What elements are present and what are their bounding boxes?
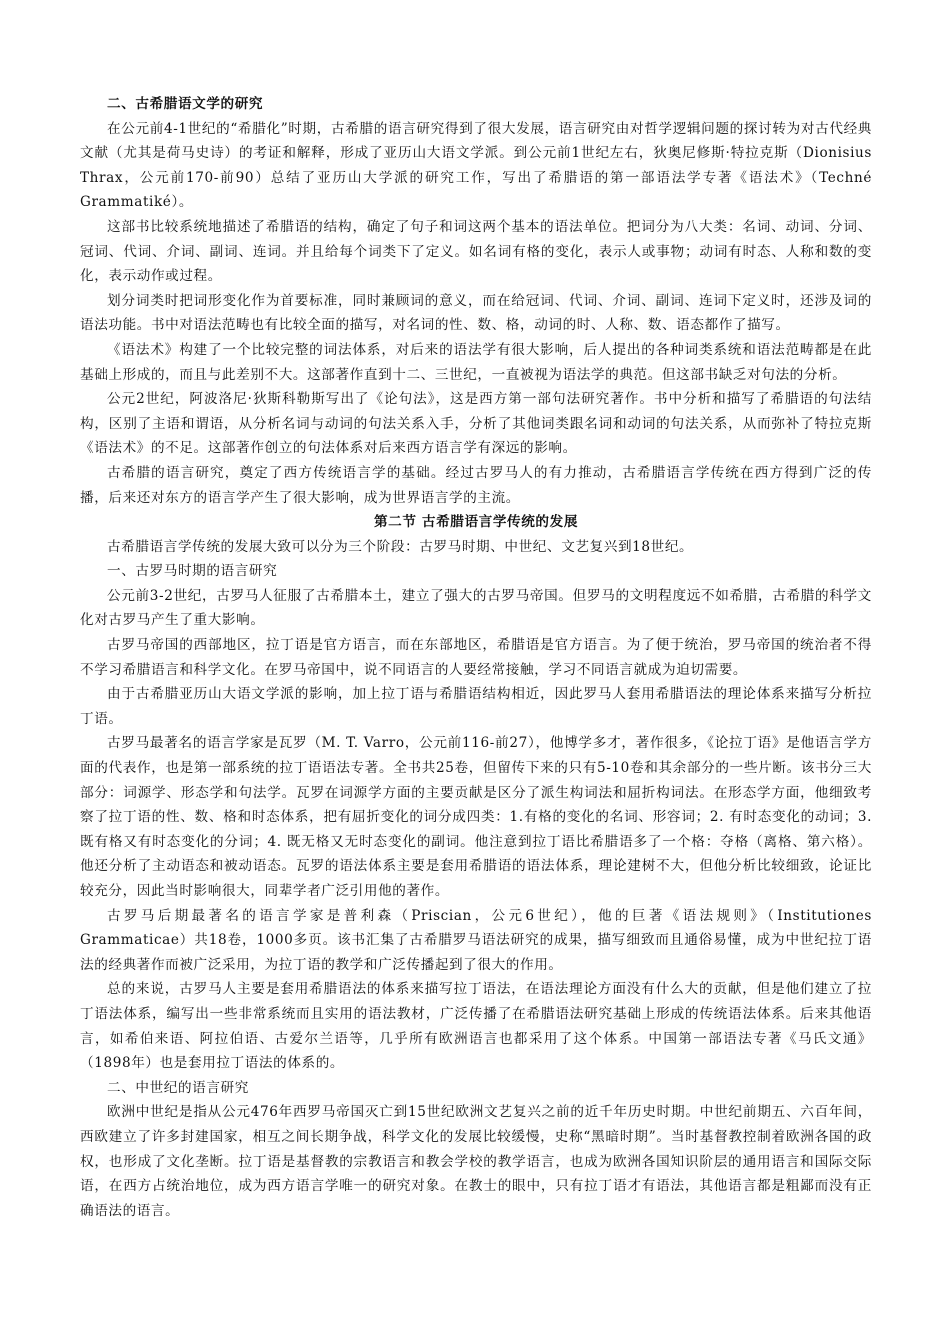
paragraph: 一、古罗马时期的语言研究	[107, 563, 278, 580]
paragraph: 古罗马帝国的西部地区，拉丁语是官方语言，而在东部地区，希腊语是官方语言。为了便于统治，罗马帝国的统治者不得不学习希腊语言和科学文化。在罗马帝国中，说不同语言的人要经常接触，学习不同语言就成为迫切需要。	[80, 637, 872, 678]
paragraph: 古希腊语言学传统的发展大致可以分为三个阶段：古罗马时期、中世纪、文艺复兴到18世纪。	[107, 538, 694, 555]
paragraph: 总的来说，古罗马人主要是套用希腊语法的体系来描写拉丁语法，在语法理论方面没有什么大的贡献，但是他们建立了拉丁语法体系，编写出一些非常系统而且实用的语法教材，广泛传播了在希腊语法研究基础上形成的传统语法体系。后来其他语言，如希伯来语、阿拉伯语、古爱尔兰语等，几乎所有欧洲语言也都采用了这个体系。中国第一部语法专著《马氏文通》（1898年）也是套用拉丁语法的体系的。	[80, 981, 872, 1072]
paragraph: 公元前3-2世纪，古罗马人征服了古希腊本土，建立了强大的古罗马帝国。但罗马的文明程度远不如希腊，古希腊的科学文化对古罗马产生了重大影响。	[80, 587, 872, 629]
paragraph: 《语法术》构建了一个比较完整的词法体系，对后来的语法学有很大影响，后人提出的各种词类系统和语法范畴都是在此基础上形成的，而且与此差别不大。这部著作直到十二、三世纪，一直被视为语法学的典范。但这部书缺乏对句法的分析。	[80, 341, 872, 383]
paragraph: 公元2世纪，阿波洛尼·狄斯科勒斯写出了《论句法》，这是西方第一部句法研究著作。书中分析和描写了希腊语的句法结构，区别了主语和谓语，从分析名词与动词的句法关系入手，分析了其他词类跟名词和动词的句法关系，从而弥补了特拉克斯《语法术》的不足。这部著作创立的句法体系对后来西方语言学有深远的影响。	[80, 391, 872, 457]
paragraph: 二、中世纪的语言研究	[107, 1079, 249, 1096]
paragraph: 古罗马后期最著名的语言学家是普利森（Priscian，公元6世纪），他的巨著《语法规则》（Institutiones Grammaticae）共18卷，1000多页。该书汇集了古希腊罗马语法研究的成果，描写细致而且通俗易懂，成为中世纪拉丁语法的经典著作而被广泛采用，为拉丁语的教学和广泛传播起到了很大的作用。	[80, 907, 872, 973]
paragraph: 古罗马最著名的语言学家是瓦罗（M. T. Varro，公元前116-前27），他博学多才，著作很多，《论拉丁语》是他语言学方面的代表作，也是第一部系统的拉丁语语法专著。全书共25卷，但留传下来的只有5-10卷和其余部分的一些片断。该书分三大部分：词源学、形态学和句法学。瓦罗在词源学方面的主要贡献是区分了派生构词法和屈折构词法。在形态学方面，他细致考察了拉丁语的性、数、格和时态体系，把有屈折变化的词分成四类：1.有格的变化的名词、形容词；2. 有时态变化的动词；3. 既有格又有时态变化的分词；4. 既无格又无时态变化的副词。他注意到拉丁语比希腊语多了一个格：夺格（离格、第六格）。他还分析了主动语态和被动语态。瓦罗的语法体系主要是套用希腊语的语法体系，理论建树不大，但他分析比较细致，论证比较充分，因此当时影响很大，同辈学者广泛引用他的著作。	[80, 735, 872, 899]
paragraph: 欧洲中世纪是指从公元476年西罗马帝国灭亡到15世纪欧洲文艺复兴之前的近千年历史时期。中世纪前期五、六百年间，西欧建立了许多封建国家，相互之间长期争战，科学文化的发展比较缓慢，史称“黑暗时期”。当时基督教控制着欧洲各国的政权，也形成了文化垄断。拉丁语是基督教的宗教语言和教会学校的教学语言，也成为欧洲各国知识阶层的通用语言和国际交际语，在西方占统治地位，成为西方语言学唯一的研究对象。在教士的眼中，只有拉丁语才有语法，其他语言都是粗鄙而没有正确语法的语言。	[80, 1104, 872, 1219]
subsection-heading: 二、古希腊语文学的研究	[107, 96, 264, 112]
paragraph: 由于古希腊亚历山大语文学派的影响，加上拉丁语与希腊语结构相近，因此罗马人套用希腊语法的理论体系来描写分析拉丁语。	[80, 686, 872, 727]
paragraph: 这部书比较系统地描述了希腊语的结构，确定了句子和词这两个基本的语法单位。把词分为八大类：名词、动词、分词、冠词、代词、介词、副词、连词。并且给每个词类下了定义。如名词有格的变化，表示人或事物；动词有时态、人称和数的变化，表示动作或过程。	[80, 218, 872, 285]
document-page	[80, 92, 872, 1223]
paragraph: 在公元前4-1世纪的“希腊化”时期，古希腊的语言研究得到了很大发展，语言研究由对哲学逻辑问题的探讨转为对古代经典文献（尤其是荷马史诗）的考证和解释，形成了亚历山大语文学派。到公元前1世纪左右，狄奥尼修斯·特拉克斯（Dionisius Thrax，公元前170-前90）总结了亚历山大学派的研究工作，写出了希腊语的第一部语法学专著《语法术》（Techné Grammatiké）。	[80, 120, 872, 211]
paragraph: 古希腊的语言研究，奠定了西方传统语言学的基础。经过古罗马人的有力推动，古希腊语言学传统在西方得到广泛的传播，后来还对东方的语言学产生了很大影响，成为世界语言学的主流。	[80, 464, 872, 506]
section-title: 第二节 古希腊语言学传统的发展	[373, 514, 579, 531]
paragraph: 划分词类时把词形变化作为首要标准，同时兼顾词的意义，而在给冠词、代词、介词、副词、连词下定义时，还涉及词的语法功能。书中对语法范畴也有比较全面的描写，对名词的性、数、格，动词的时、人称、数、语态都作了描写。	[80, 292, 872, 334]
